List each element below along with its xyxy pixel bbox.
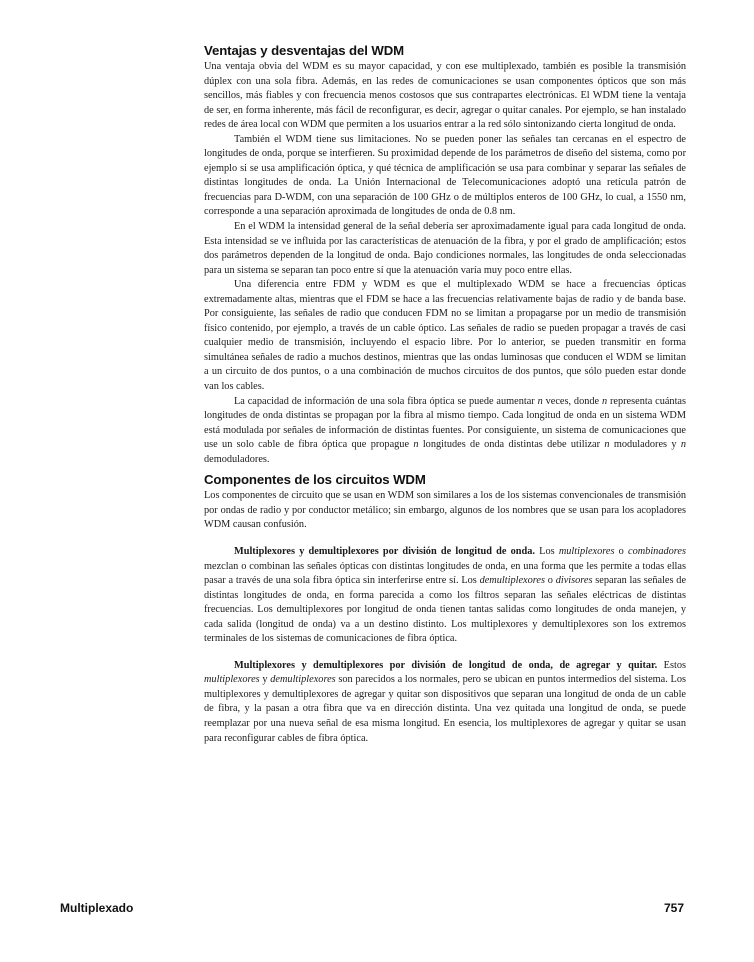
italic-term: demultiplexores <box>270 674 336 686</box>
italic-term: multiplexores <box>558 545 615 557</box>
text-run: moduladores y <box>609 439 681 451</box>
footer-chapter-title: Multiplexado <box>60 901 134 915</box>
italic-variable: n <box>680 439 686 451</box>
italic-term: combinadores <box>628 545 686 557</box>
italic-term: multiplexores <box>204 674 260 686</box>
text-run: longitudes de onda distintas debe utilizar <box>418 439 605 451</box>
subsection-title: Multiplexores y demultiplexores por división de longitud de onda. <box>234 545 535 557</box>
footer-page-number: 757 <box>663 901 684 915</box>
paragraph: En el WDM la intensidad general de la señal debería ser aproximadamente igual para cada longitud de onda. Esta intensidad se ve influida por las características de atenuación de la fibra, y por el grado de amplificación; estos dos parámetros dependen de la longitud de onda. Bajo condiciones normales, las longitudes de onda seleccionadas para un sistema se separan tan poco entre sí que la atenuación varía muy poco entre ellas. <box>204 221 686 276</box>
paragraph: Los componentes de circuito que se usan en WDM son similares a los de los sistemas convencionales de transmisión por ondas de radio y por conductor metálico; sin embargo, algunos de los nombres que se usan para los acopladores WDM causan confusión. <box>204 490 686 531</box>
italic-variable: n <box>604 439 610 451</box>
subsection-title: Multiplexores y demultiplexores por división de longitud de onda, de agregar y quitar. <box>234 659 658 671</box>
italic-term: demultiplexores <box>479 575 545 587</box>
section-heading-ventajas: Ventajas y desventajas del WDM <box>204 43 405 58</box>
text-run: veces, donde <box>542 395 602 407</box>
paragraph: Una ventaja obvia del WDM es su mayor capacidad, y con ese multiplexado, también es posible la transmisión dúplex con una sola fibra. Además, en las redes de comunicaciones se usan componentes ópticos que son más sencillos, más fiables y con frecuencia menos costosos que sus contrapartes electrónicas. El WDM tiene la ventaja de ser, en forma inherente, más fácil de reconfigurar, es decir, agregar o quitar canales. Por ejemplo, se han instalado redes de área local con WDM que permiten a los usuarios entrar a la red sólo sintonizando cierta longitud de onda. <box>204 61 686 131</box>
text-run: La capacidad de información de una sola fibra óptica se puede aumentar <box>234 395 538 407</box>
text-run: o <box>614 545 629 557</box>
subsection-paragraph <box>204 659 686 746</box>
italic-variable: n <box>537 395 543 407</box>
section-heading-componentes: Componentes de los circuitos WDM <box>204 472 426 488</box>
text-run: separan las señales de distintas longitudes de onda, en forma parecida a como los filtros separan las señales eléctricas de distintas frecuencias. Los demultiplexores por longitud de onda tienen tantas salidas como longitudes de onda manejen, y cada salida (longitud de onda) va a un destino distinto. Los multiplexores y demultiplexores son los extremos terminales de los sistemas de comunicaciones de fibra óptica. <box>204 575 687 645</box>
text-run: Los <box>534 545 559 557</box>
text-run: representa cuántas longitudes de onda distintas se propagan por la fibra al mismo tiempo. Cada longitud de onda en un sistema WDM está modulada por señales de información de distintas fuentes. Por consiguiente, un sistema de comunicaciones que use un solo cable de fibra óptica que propague <box>204 395 687 451</box>
page-body <box>204 42 686 746</box>
subsection-paragraph <box>204 545 686 647</box>
paragraph <box>204 395 686 468</box>
text-run: Estos <box>657 659 686 671</box>
text-run: o <box>544 575 556 587</box>
italic-variable: n <box>413 439 419 451</box>
text-run: mezclan o combinan las señales ópticas con distintas longitudes de onda, en una forma que les permite a todas ellas pasar a través de una sola fibra óptica sin interferirse entre sí. Los <box>204 560 686 587</box>
paragraph: Una diferencia entre FDM y WDM es que el multiplexado WDM se hace a frecuencias ópticas extremadamente altas, mientras que el FDM se hace a las frecuencias relativamente bajas de radio y de banda base. Por consiguiente, las señales de radio que conducen FDM no se limitan a propagarse por un medio de transmisión físico contenido, por ejemplo, a través de un cable óptico. Las señales de radio se pueden propagar a través de casi cualquier medio de transmisión, incluyendo el espacio libre. Por lo anterior, se pueden transmitir en forma simultánea señales de radio a muchos destinos, mientras que las ondas luminosas que conducen el WDM se limitan a un circuito de dos puntos, o a una combinación de muchos circuitos de dos puntos, que sólo pueden estar donde van los cables. <box>204 279 686 393</box>
text-run: y <box>259 674 271 686</box>
italic-term: divisores <box>555 575 593 587</box>
text-run: son parecidos a los normales, pero se ubican en puntos intermedios del sistema. Los multiplexores y demultiplexores de agregar y quitar son dispositivos que separan una longitud de onda de un cable de fibra, y la pasan a otra fibra que va en dirección distinta. Una vez quitada una longitud de onda, se puede reemplazar por una nueva señal de esa misma longitud. En esencia, los multiplexores de agregar y quitar se usan para reconfigurar cables de fibra óptica. <box>204 674 686 744</box>
italic-variable: n <box>601 395 608 407</box>
paragraph: También el WDM tiene sus limitaciones. No se pueden poner las señales tan cercanas en el espectro de longitudes de onda, porque se interfieren. Su proximidad depende de los parámetros de diseño del sistema, como por ejemplo si se usa amplificación óptica, y qué técnica de amplificación se usa para combinar y separar las señales de distintas longitudes de onda. La Unión Internacional de Telecomunicaciones adoptó una retícula patrón de frecuencias para D-WDM, con una separación de 100 GHz o de múltiplos enteros de 100 GHz, lo cual, a 1550 nm, corresponde a una separación aproximada de longitudes de onda de 0.8 nm. <box>204 133 686 218</box>
text-run: demoduladores. <box>204 453 270 465</box>
